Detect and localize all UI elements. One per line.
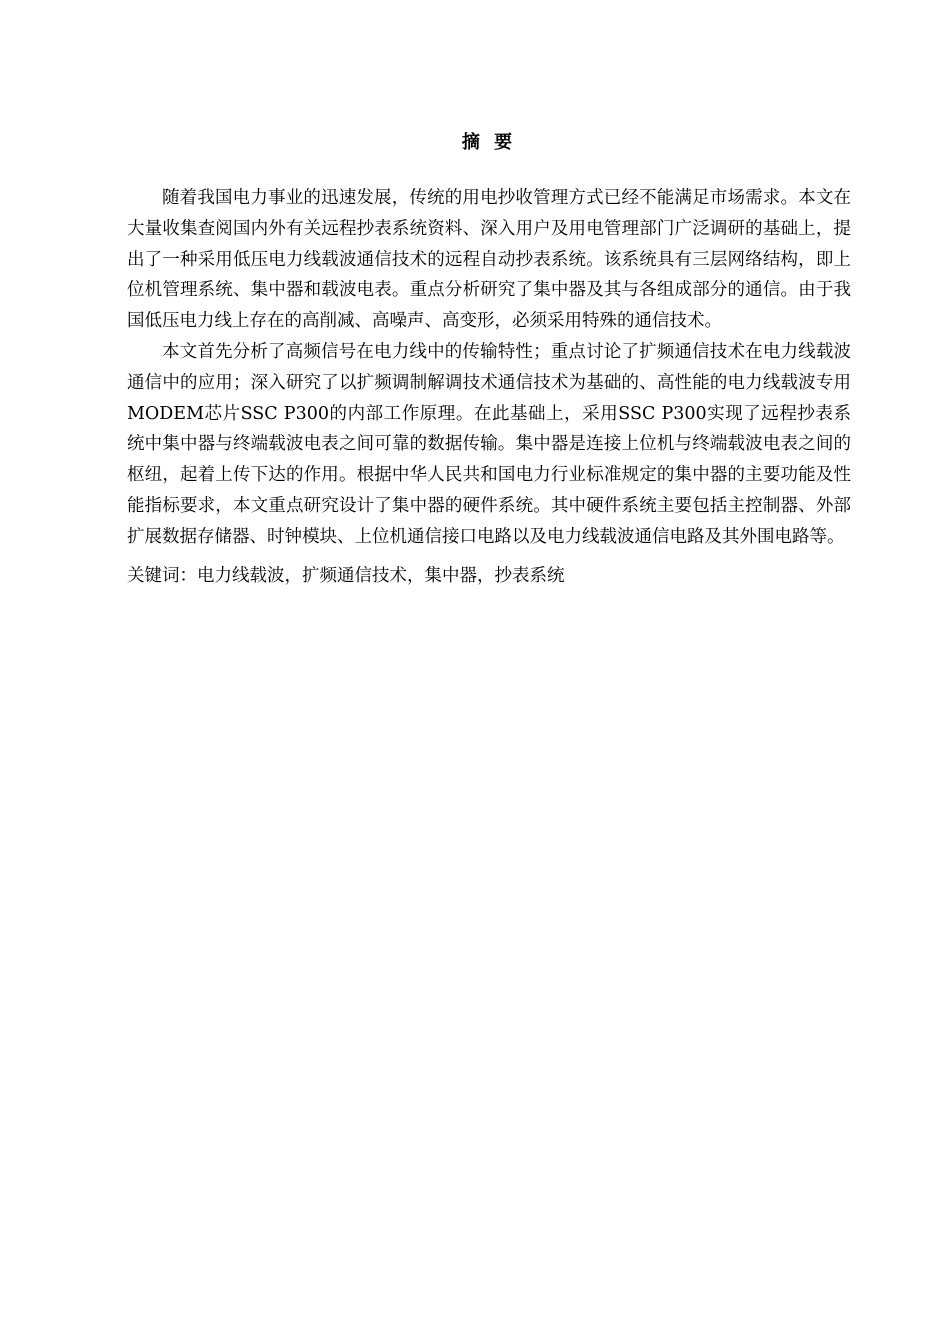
keywords-line: 关键词：电力线载波，扩频通信技术，集中器，抄表系统 [127,565,565,586]
abstract-page [127,128,851,591]
abstract-paragraph-1: 随着我国电力事业的迅速发展，传统的用电抄收管理方式已经不能满足市场需求。本文在大量收集查阅国内外有关远程抄表系统资料、深入用户及用电管理部门广泛调研的基础上，提出了一种采用低压电力线载波通信技术的远程自动抄表系统。该系统具有三层网络结构，即上位机管理系统、集中器和载波电表。重点分析研究了集中器及其与各组成部分的通信。由于我国低压电力线上存在的高削减、高噪声、高变形，必须采用特殊的通信技术。 [127,188,851,332]
abstract-paragraph-2: 本文首先分析了高频信号在电力线中的传输特性；重点讨论了扩频通信技术在电力线载波通信中的应用；深入研究了以扩频调制解调技术通信技术为基础的、高性能的电力线载波专用MODEM芯片SSC P300的内部工作原理。在此基础上，采用SSC P300实现了远程抄表系统中集中器与终端载波电表之间可靠的数据传输。集中器是连接上位机与终端载波电表之间的枢纽，起着上传下达的作用。根据中华人民共和国电力行业标准规定的集中器的主要功能及性能指标要求，本文重点研究设计了集中器的硬件系统。其中硬件系统主要包括主控制器、外部扩展数据存储器、时钟模块、上位机通信接口电路以及电力线载波通信电路及其外围电路等。 [127,341,851,547]
abstract-title: 摘 要 [461,132,517,153]
